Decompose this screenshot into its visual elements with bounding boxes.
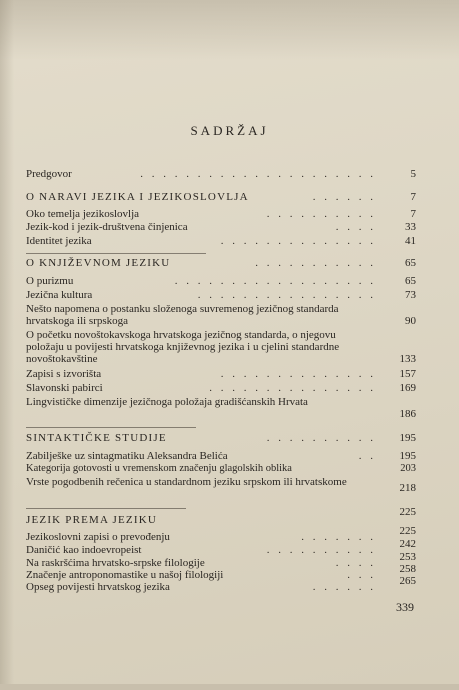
- toc-entry-label: Identitet jezika: [26, 235, 92, 247]
- toc-entry-page: 195: [399, 450, 416, 462]
- toc-section-naravi: [26, 191, 416, 203]
- toc-entry: [26, 525, 416, 543]
- toc-leader-dots: . . . . . . . . . . . . . .: [220, 368, 376, 380]
- toc-leader-dots: . . .: [347, 569, 376, 581]
- page-bottom-edge: [0, 684, 459, 690]
- toc-leader-dots: . .: [358, 450, 376, 462]
- toc-entry: [26, 538, 416, 556]
- contents-title: SADRŽAJ: [190, 123, 269, 138]
- toc-entry: [26, 396, 416, 420]
- toc-entry-page: 73: [405, 289, 416, 301]
- toc-entry: [26, 221, 416, 233]
- toc-entry-page: 169: [399, 382, 416, 394]
- toc-leader-dots: . . . . . . . . . . . . . .: [220, 235, 376, 247]
- toc-section-sintakticke: [26, 432, 416, 444]
- toc-entry-page: 157: [399, 368, 416, 380]
- toc-entry: [26, 463, 416, 475]
- toc-leader-dots: . . . . . . . . . . .: [255, 257, 376, 269]
- toc-entry-page: 7: [410, 208, 416, 220]
- toc-entry: [26, 551, 416, 569]
- toc-section-jezik-prema: [26, 506, 416, 526]
- toc-entry-label: Lingvističke dimenzije jezičnoga položaja gradišćanskih Hrvata: [26, 396, 308, 408]
- toc-entry-page: 203: [400, 463, 416, 474]
- toc-leader-dots: . . . . . . . . . . . . . . . . . .: [174, 275, 376, 287]
- toc-leader-dots: . . . .: [335, 221, 376, 233]
- section-rule: [26, 508, 186, 509]
- top-shadow: [0, 0, 459, 60]
- toc-entry-label: Jezična kultura: [26, 289, 93, 301]
- toc-entry-label: Oko temelja jezikoslovlja: [26, 208, 140, 220]
- section-rule: [26, 427, 196, 428]
- toc-section-label: O KNJIŽEVNOM JEZIKU: [26, 257, 171, 269]
- toc-entry: [26, 275, 416, 287]
- toc-entry-label: Slavonski pabirci: [26, 382, 103, 394]
- toc-entry-label: O purizmu: [26, 275, 74, 287]
- toc-entry-page: 186: [399, 408, 416, 420]
- toc-entry: [26, 235, 416, 247]
- toc-entry: [26, 368, 416, 380]
- toc-entry-page: 195: [399, 432, 416, 444]
- toc-entry: [26, 289, 416, 301]
- toc-entry-label: Zabilješke uz sintagmatiku Aleksandra Belića: [26, 450, 228, 462]
- toc-entry-label: Nešto napomena o postanku složenoga suvremenog jezičnog standarda hrvatskoga ili srpskoga: [26, 303, 339, 327]
- toc-entry-page: 258: [399, 563, 416, 575]
- toc-entry-page: 133: [399, 353, 416, 365]
- toc-entry-label: Vrste pogodbenih rečenica u standardnom jeziku srpskom ili hrvatskome: [26, 476, 347, 488]
- toc-entry-label: Zapisi s izvorišta: [26, 368, 102, 380]
- toc-entry-label: Predgovor: [26, 168, 72, 180]
- toc-leader-dots: . . . . . . . . . . . . . . . . . . . . .: [140, 168, 376, 180]
- toc-entry-page: 253: [399, 551, 416, 563]
- toc-section-label: SINTAKTIČKE STUDIJE: [26, 432, 167, 444]
- page-fold-shadow: [0, 0, 14, 690]
- toc-entry-page: 41: [405, 235, 416, 247]
- toc-section-label: O NARAVI JEZIKA I JEZIKOSLOVLJA: [26, 191, 249, 203]
- toc-entry: [26, 450, 416, 462]
- toc-section-label: JEZIK PREMA JEZIKU: [26, 514, 157, 526]
- toc-leader-dots: . . . . . .: [312, 581, 376, 593]
- page-number: 339: [396, 600, 414, 614]
- toc-entry-label: O početku novoštokavskoga hrvatskoga jezičnog standarda, o njegovu položaju u povijesti hrvatskoga književnog jezika i u cjelini standardne novoštokavštine: [26, 329, 340, 365]
- toc-leader-dots: . . . . . . . . . .: [266, 544, 376, 556]
- toc-entry-page: 33: [405, 221, 416, 233]
- toc-entry-page: 225: [399, 525, 416, 537]
- section-rule: [26, 253, 206, 254]
- toc-entry-page: 242: [399, 538, 416, 550]
- toc-entry: [26, 476, 416, 500]
- toc-entry-page: 265: [399, 575, 416, 587]
- toc-entry-label: Kategorija gotovosti u vremenskom značenju glagolskih oblika: [26, 463, 292, 474]
- toc-entry: [26, 303, 416, 327]
- toc-entry: [26, 382, 416, 394]
- toc-entry-page: 90: [405, 315, 416, 327]
- toc-entry-page: 65: [405, 257, 416, 269]
- toc-entry-page: 225: [399, 506, 416, 518]
- toc-entry-label: Na raskršćima hrvatsko-srpske filologije: [26, 557, 205, 569]
- toc-entry-predgovor: [26, 168, 416, 180]
- toc-entry-label: Daničić kao indoevropeist: [26, 544, 142, 556]
- toc-leader-dots: . . . . . . .: [301, 531, 376, 543]
- toc-entry-page: 218: [399, 482, 416, 494]
- toc-leader-dots: . . . .: [335, 557, 376, 569]
- toc-leader-dots: . . . . . . . . . .: [266, 208, 376, 220]
- toc-leader-dots: . . . . . . . . . .: [266, 432, 376, 444]
- toc-entry-label: Jezik-kod i jezik-društvena činjenica: [26, 221, 188, 233]
- toc-entry-page: 7: [410, 191, 416, 203]
- toc-leader-dots: . . . . . . . . . . . . . . .: [209, 382, 376, 394]
- toc-entry-page: 5: [410, 168, 416, 180]
- toc-entry-label: Jezikoslovni zapisi o prevođenju: [26, 531, 170, 543]
- toc-section-knjizevnom: [26, 257, 416, 269]
- toc-entry-label: Opseg povijesti hrvatskog jezika: [26, 581, 170, 593]
- toc-entry-label: Značenje antroponomastike u našoj filologiji: [26, 569, 224, 581]
- toc-entry: [26, 329, 416, 365]
- toc-entry: [26, 208, 416, 220]
- toc-entry-page: 65: [405, 275, 416, 287]
- toc-leader-dots: . . . . . .: [312, 191, 376, 203]
- toc-leader-dots: . . . . . . . . . . . . . . . .: [197, 289, 376, 301]
